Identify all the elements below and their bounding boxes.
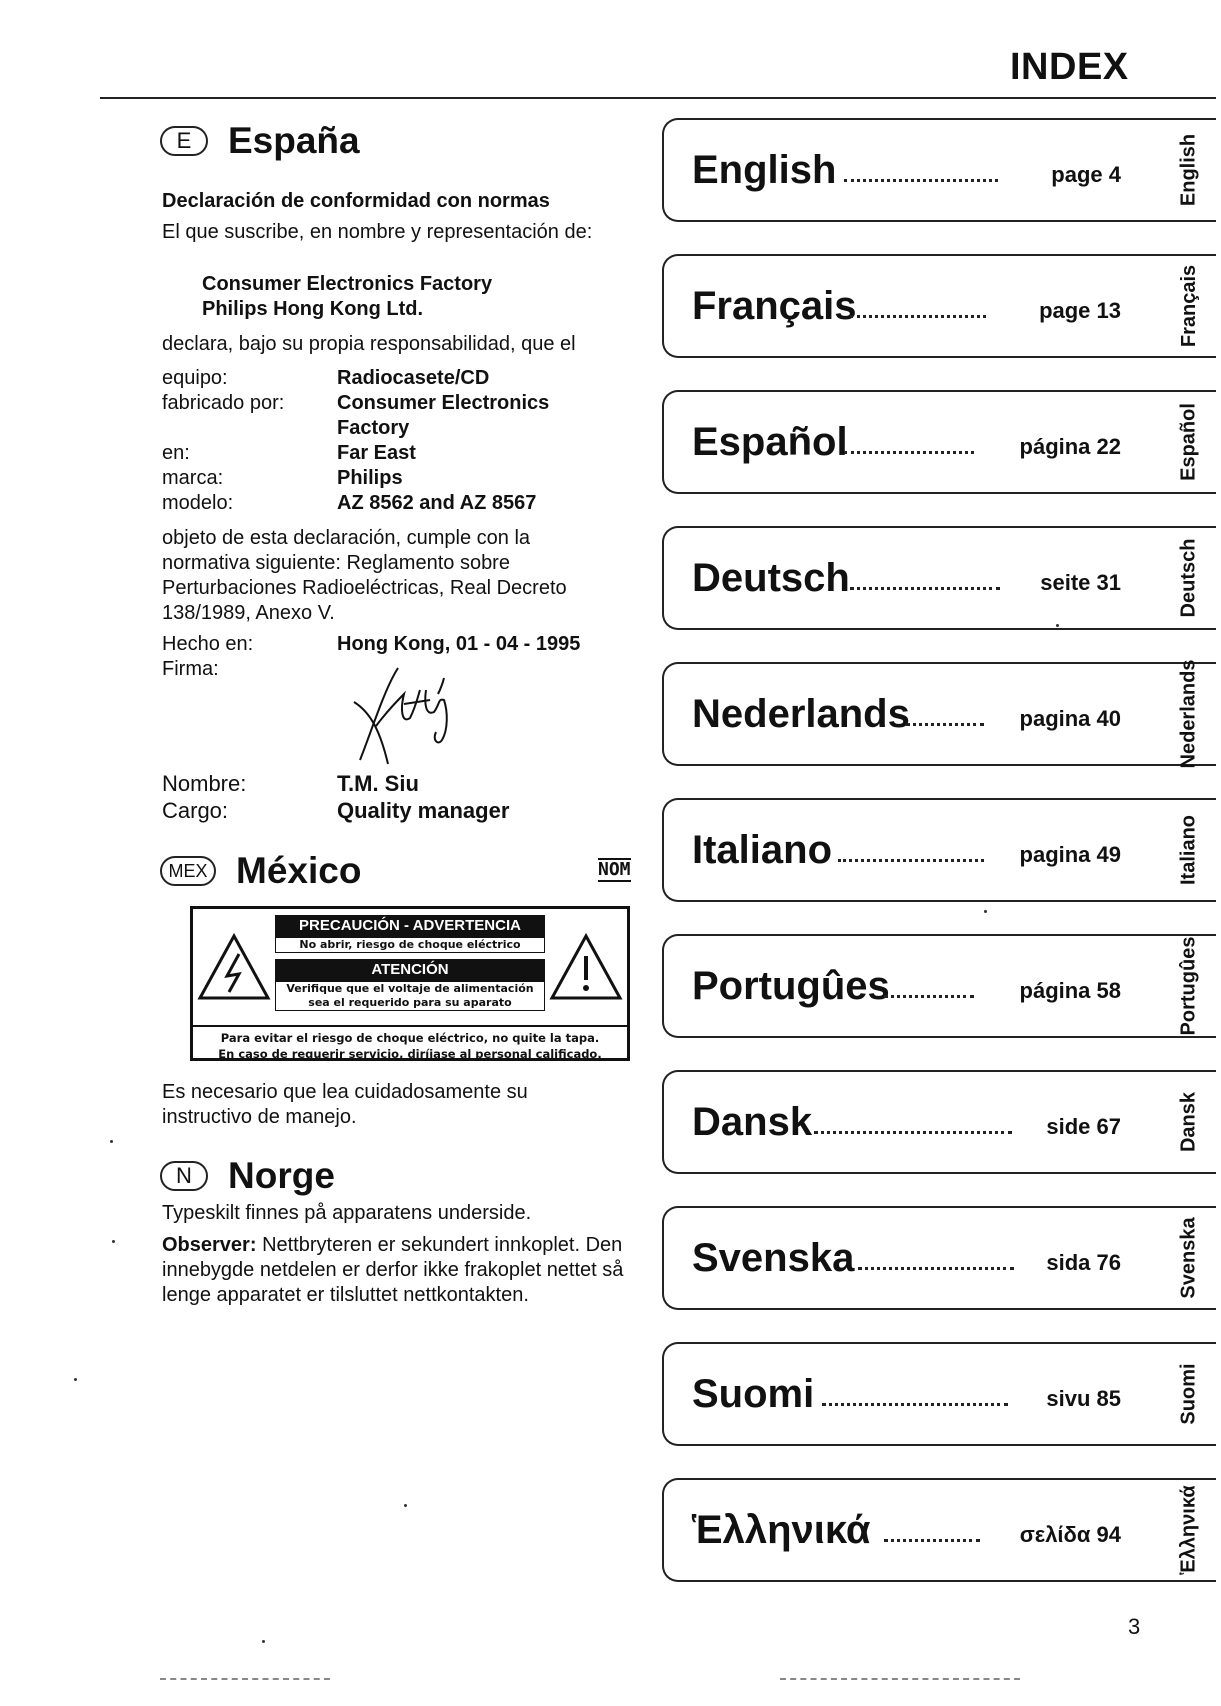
mexico-title: México <box>236 850 362 891</box>
tab-leader-dots <box>906 720 984 726</box>
tab-language: Italiano <box>692 828 833 872</box>
nom-mark: NOM <box>598 859 631 880</box>
declaration-scope: objeto de esta declaración, cumple con la normativa siguiente: Reglamento sobre Perturbaciones Radioeléctricas, Real Decreto 138/1989, Anexo V. <box>162 527 567 624</box>
attention-title: ATENCIÓN <box>275 959 545 981</box>
tab-language: Portugûes <box>692 964 890 1008</box>
field-label: en: <box>162 442 190 464</box>
tab-leader-dots <box>838 856 984 862</box>
warning-footer-2: En caso de requerir servicio, diríjase al personal calificado. <box>218 1047 602 1061</box>
tab-page-ref: page 4 <box>1051 162 1121 187</box>
field-label: equipo: <box>162 367 228 389</box>
tab-side-label: Italiano <box>1177 814 1200 886</box>
tab-page-ref: sida 76 <box>1046 1250 1121 1275</box>
tab-leader-dots <box>814 1128 1012 1134</box>
index-tab-svenska[interactable] <box>662 1206 1217 1328</box>
norge-line-1: Typeskilt finnes på apparatens underside. <box>162 1202 532 1224</box>
tab-language: Dansk <box>692 1100 813 1144</box>
tab-page-ref: sivu 85 <box>1046 1386 1121 1411</box>
cargo-value: Quality manager <box>337 798 510 823</box>
norge-badge: N <box>160 1161 208 1191</box>
index-tab-ellinika[interactable] <box>662 1478 1217 1600</box>
scan-speck <box>984 910 987 913</box>
warning-triangle-left <box>193 909 275 1025</box>
declaration-intro: El que suscribe, en nombre y representación de: <box>162 221 593 243</box>
field-value: Philips <box>337 467 403 489</box>
tab-language: Deutsch <box>692 556 850 600</box>
mexico-badge: MEX <box>160 856 216 886</box>
nombre-label: Nombre: <box>162 771 247 796</box>
index-tab-dansk[interactable] <box>662 1070 1217 1192</box>
tab-page-ref: σελίδα 94 <box>1019 1522 1121 1547</box>
tab-page-ref: seite 31 <box>1040 570 1121 595</box>
field-label: modelo: <box>162 492 234 514</box>
tab-leader-dots <box>858 1264 1014 1270</box>
page-number: 3 <box>1128 1614 1141 1639</box>
tab-page-ref: página 58 <box>1019 978 1121 1003</box>
scan-artifact-line <box>160 1676 330 1680</box>
espana-badge: E <box>160 126 208 156</box>
tab-language: Svenska <box>692 1236 855 1280</box>
index-tab-portugues[interactable] <box>662 934 1217 1056</box>
index-tab-english[interactable] <box>662 118 1217 240</box>
tab-leader-dots <box>844 176 998 182</box>
hecho-label: Hecho en: <box>162 633 254 655</box>
tab-leader-dots <box>822 1400 1008 1406</box>
tab-side-label: Dansk <box>1177 1091 1200 1153</box>
tab-side-label: Svenska <box>1177 1217 1200 1299</box>
tab-side-label: Français <box>1177 264 1200 348</box>
field-label: marca: <box>162 467 224 489</box>
tab-language: Français <box>692 284 857 328</box>
norge-title: Norge <box>228 1155 335 1196</box>
page-title: INDEX <box>1010 46 1129 88</box>
company-line-1: Consumer Electronics Factory <box>202 273 493 295</box>
warning-triangle-right <box>545 909 627 1025</box>
tab-language: Suomi <box>692 1372 815 1416</box>
cargo-label: Cargo: <box>162 798 229 823</box>
norge-heading <box>160 1155 335 1197</box>
field-value: Consumer Electronics Factory <box>337 392 550 439</box>
warning-line-1: No abrir, riesgo de choque eléctrico <box>275 937 545 953</box>
lightning-warning-icon <box>197 932 271 1002</box>
tab-side-label: Suomi <box>1177 1363 1200 1425</box>
scan-speck <box>110 1140 113 1143</box>
observer-text: Nettbryteren er sekundert innkoplet. Den innebygde netdelen er derfor ikke frakoplet nettet så lenge apparatet er tilsluttet nettkontakten. <box>162 1234 624 1306</box>
mexico-heading <box>160 850 361 892</box>
espana-title: España <box>228 120 360 161</box>
electric-warning-label <box>190 906 630 1061</box>
tab-side-label: Ἑλληνικά <box>1177 1485 1200 1575</box>
index-tab-espanol[interactable] <box>662 390 1217 512</box>
tab-page-ref: pagina 40 <box>1019 706 1121 731</box>
nombre-value: T.M. Siu <box>337 771 419 796</box>
warning-footer-1: Para evitar el riesgo de choque eléctrico, no quite la tapa. <box>220 1031 600 1045</box>
field-value: Far East <box>337 442 416 464</box>
tab-leader-dots <box>884 992 974 998</box>
exclamation-warning-icon <box>549 932 623 1002</box>
tab-leader-dots <box>844 448 974 454</box>
tab-side-label: Nederlands <box>1177 659 1200 769</box>
header-rule <box>100 97 1216 99</box>
tab-side-label: Deutsch <box>1177 538 1200 618</box>
tab-language: Español <box>692 420 848 464</box>
tab-leader-dots <box>850 312 986 318</box>
tab-page-ref: página 22 <box>1019 434 1121 459</box>
field-value: AZ 8562 and AZ 8567 <box>337 492 537 514</box>
declaration-heading: Declaración de conformidad con normas <box>162 190 550 212</box>
espana-heading <box>160 120 360 162</box>
index-tab-francais[interactable] <box>662 254 1217 376</box>
field-label: fabricado por: <box>162 392 285 414</box>
hecho-value: Hong Kong, 01 - 04 - 1995 <box>337 633 581 655</box>
tab-leader-dots <box>850 584 1000 590</box>
scan-speck <box>404 1504 407 1507</box>
tab-language: Ἑλληνικά <box>692 1508 871 1552</box>
scan-speck <box>112 1240 115 1243</box>
scan-speck <box>262 1640 265 1643</box>
warning-title: PRECAUCIÓN - ADVERTENCIA <box>275 915 545 937</box>
index-tab-suomi[interactable] <box>662 1342 1217 1464</box>
tab-page-ref: side 67 <box>1046 1114 1121 1139</box>
tab-side-label: Portugûes <box>1177 936 1200 1036</box>
norge-observer <box>162 1233 652 1308</box>
declaration-statement: declara, bajo su propia responsabilidad, que el <box>162 333 576 355</box>
index-tab-italiano[interactable] <box>662 798 1217 920</box>
warning-line-2: Verifique que el voltaje de alimentación sea el requerido para su aparato <box>275 981 545 1011</box>
scan-artifact-line <box>780 1676 1020 1680</box>
observer-label: Observer: <box>162 1234 257 1256</box>
index-tab-deutsch[interactable] <box>662 526 1217 648</box>
tab-language: Nederlands <box>692 692 910 736</box>
tab-page-ref: page 13 <box>1039 298 1121 323</box>
mexico-note: Es necesario que lea cuidadosamente su instructivo de manejo. <box>162 1081 528 1128</box>
tab-side-label: Español <box>1177 403 1200 481</box>
scan-speck <box>74 1378 77 1381</box>
tab-side-label: English <box>1177 133 1200 207</box>
signature-image <box>340 660 470 770</box>
firma-label: Firma: <box>162 658 219 680</box>
tab-language: English <box>692 148 837 192</box>
company-line-2: Philips Hong Kong Ltd. <box>202 298 424 320</box>
scan-speck <box>1056 624 1059 627</box>
tab-leader-dots <box>884 1536 980 1542</box>
tab-page-ref: pagina 49 <box>1019 842 1121 867</box>
field-value: Radiocasete/CD <box>337 367 490 389</box>
equipment-fields <box>162 366 637 516</box>
warning-text-block <box>275 909 545 1025</box>
index-tab-nederlands[interactable] <box>662 659 1217 784</box>
